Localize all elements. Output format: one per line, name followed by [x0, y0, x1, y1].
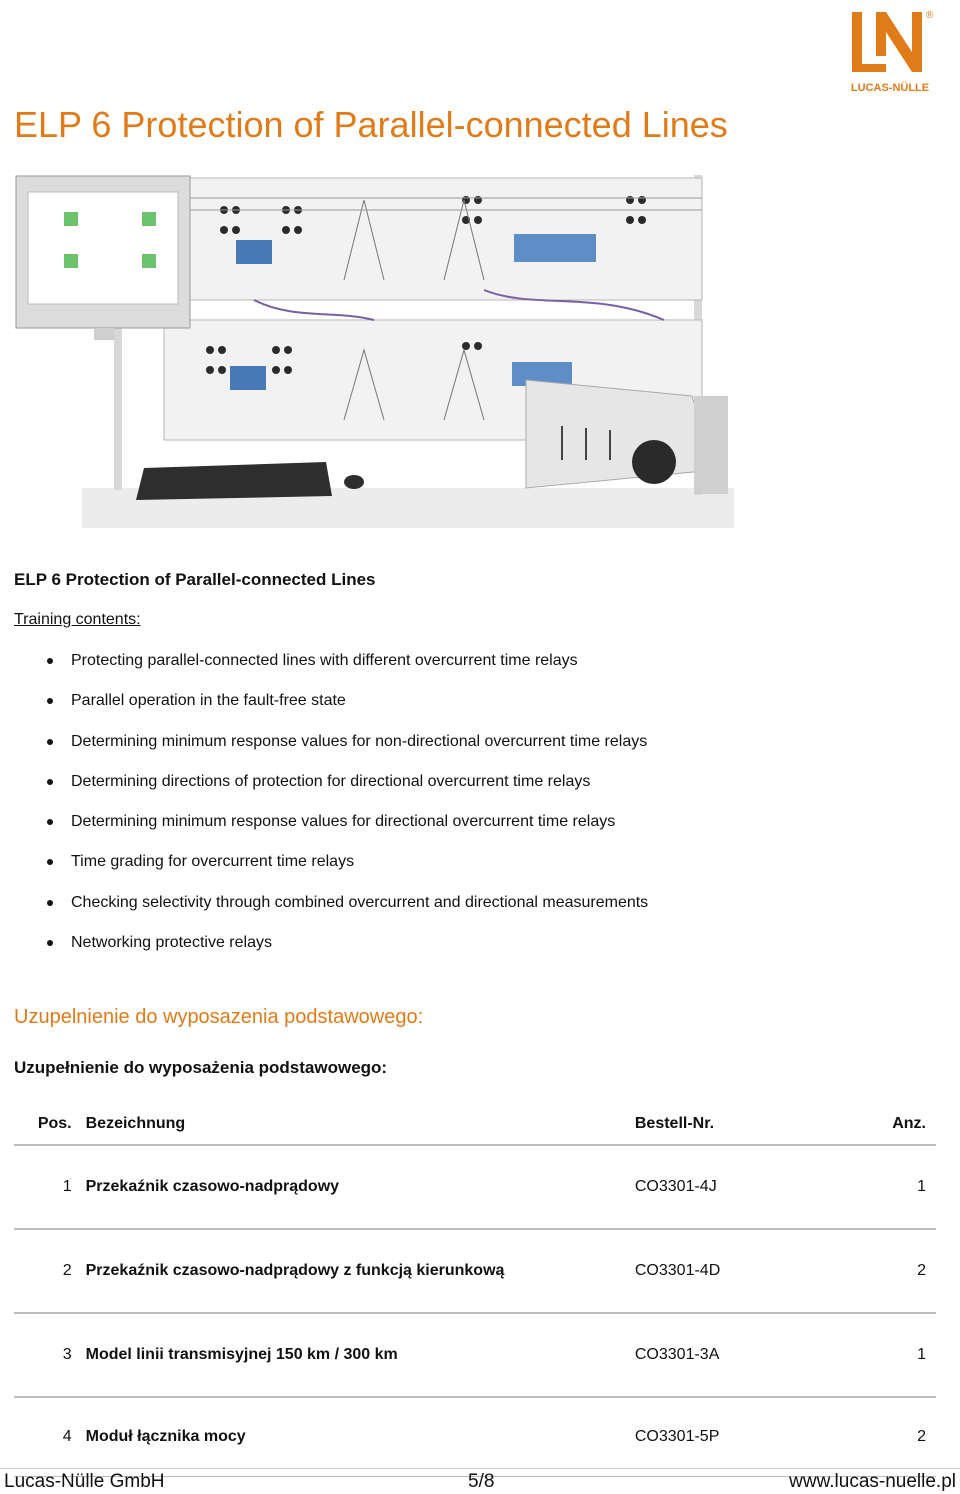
cell-name: Przekaźnik czasowo-nadprądowy z funkcją kierunkową [86, 1229, 635, 1313]
cell-order-number: CO3301-4D [635, 1229, 863, 1313]
cell-name: Przekaźnik czasowo-nadprądowy [86, 1145, 635, 1229]
lucas-nuelle-logo [846, 6, 936, 96]
cell-quantity: 2 [862, 1229, 936, 1313]
parts-table [14, 1104, 936, 1477]
list-item: Determining directions of protection for directional overcurrent time relays [0, 766, 648, 806]
footer-website-link[interactable]: www.lucas-nuelle.pl [789, 1471, 956, 1492]
supplement-subheading: Uzupełnienie do wyposażenia podstawowego: [14, 1058, 388, 1077]
cell-pos: 2 [14, 1229, 86, 1313]
list-item: Parallel operation in the fault-free state [0, 685, 648, 725]
table-row [14, 1397, 936, 1477]
cell-quantity: 2 [862, 1397, 936, 1477]
product-photo [14, 170, 734, 530]
list-item: Time grading for overcurrent time relays [0, 846, 648, 886]
logo-wordmark: LUCAS-NÜLLE [850, 82, 930, 94]
list-item: Networking protective relays [0, 927, 648, 967]
cell-pos: 4 [14, 1397, 86, 1477]
cell-pos: 1 [14, 1145, 86, 1229]
cell-quantity: 1 [862, 1145, 936, 1229]
footer-company: Lucas-Nülle GmbH [4, 1471, 165, 1492]
cell-name: Model linii transmisyjnej 150 km / 300 km [86, 1313, 635, 1397]
col-name: Bezeichnung [86, 1104, 635, 1145]
cell-order-number: CO3301-4J [635, 1145, 863, 1229]
supplement-heading: Uzupelnienie do wyposazenia podstawowego: [14, 1006, 424, 1028]
footer-page-number: 5/8 [468, 1471, 495, 1492]
cell-order-number: CO3301-3A [635, 1313, 863, 1397]
list-item: Protecting parallel-connected lines with different overcurrent time relays [0, 645, 648, 685]
list-item: Determining minimum response values for directional overcurrent time relays [0, 806, 648, 846]
page-title: ELP 6 Protection of Parallel-connected Lines [14, 104, 728, 145]
col-quantity: Anz. [862, 1104, 936, 1145]
col-order-number: Bestell-Nr. [635, 1104, 863, 1145]
product-subtitle: ELP 6 Protection of Parallel-connected Lines [14, 570, 376, 589]
cell-order-number: CO3301-5P [635, 1397, 863, 1477]
list-item: Checking selectivity through combined overcurrent and directional measurements [0, 887, 648, 927]
table-row [14, 1313, 936, 1397]
list-item: Determining minimum response values for non-directional overcurrent time relays [0, 726, 648, 766]
table-header-row [14, 1104, 936, 1145]
table-row [14, 1229, 936, 1313]
cell-pos: 3 [14, 1313, 86, 1397]
table-row [14, 1145, 936, 1229]
cell-name: Moduł łącznika mocy [86, 1397, 635, 1477]
cell-quantity: 1 [862, 1313, 936, 1397]
page-footer [0, 1468, 960, 1494]
col-pos: Pos. [14, 1104, 86, 1145]
training-contents-list [0, 645, 648, 967]
training-contents-label: Training contents: [14, 611, 141, 628]
svg-text:®: ® [926, 10, 934, 21]
